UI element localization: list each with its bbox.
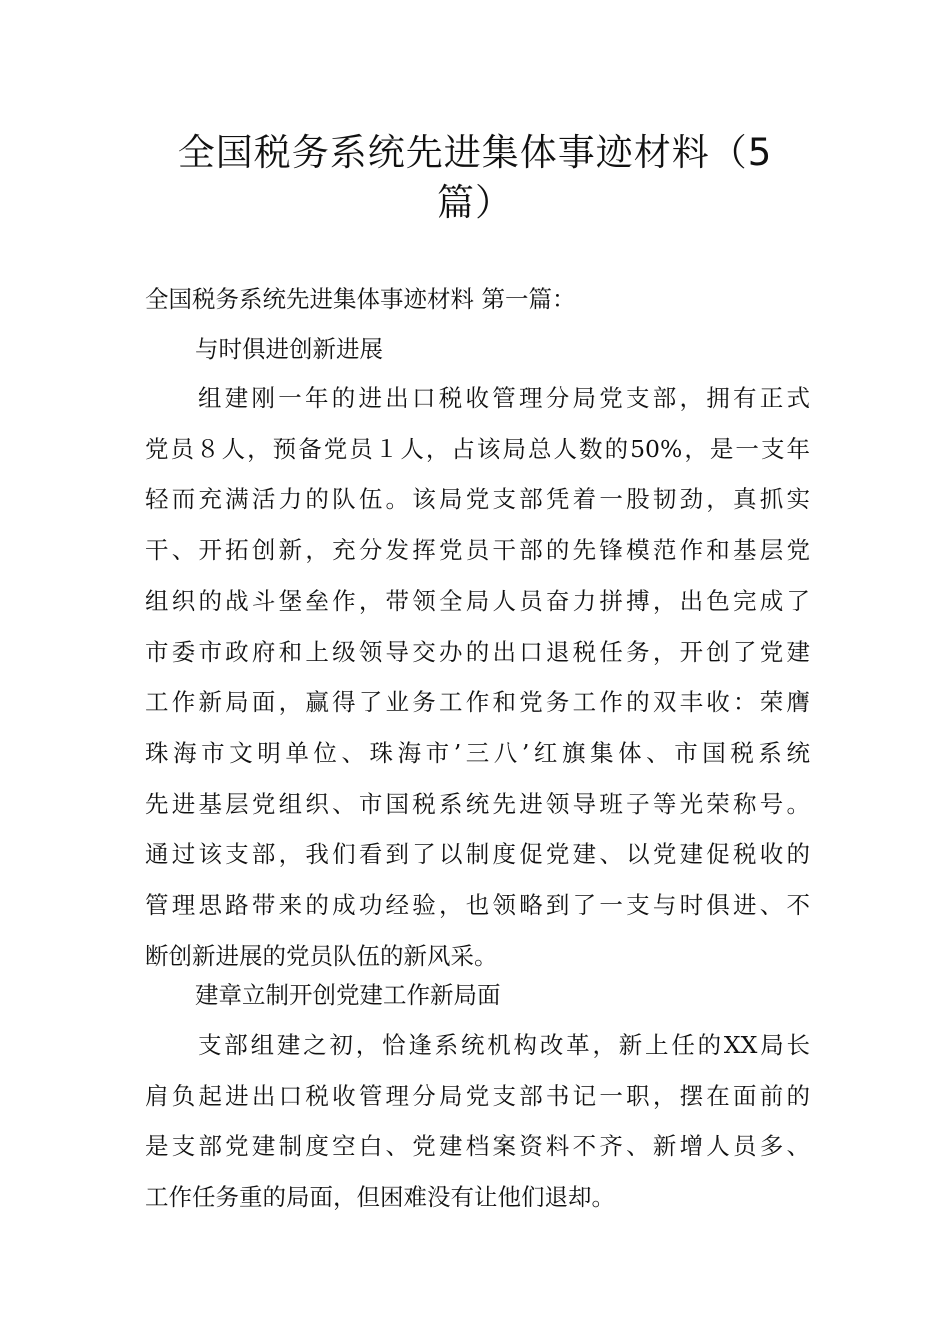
paragraph-line: 管理思路带来的成功经验，也领略到了一支与时俱进、不 [145, 891, 810, 920]
document-title [120, 128, 830, 228]
paragraph-line: 工作新局面，赢得了业务工作和党务工作的双丰收：荣膺 [145, 688, 810, 717]
paragraph-line: 先进基层党组织、市国税系统先进领导班子等光荣称号。 [145, 789, 810, 818]
paragraph-line: 肩负起进出口税收管理分局党支部书记一职，摆在面前的 [145, 1081, 810, 1110]
paragraph-line: 通过该支部，我们看到了以制度促党建、以党建促税收的 [145, 840, 810, 869]
section-2-paragraph [145, 1020, 810, 1223]
paragraph-line: 市委市政府和上级领导交办的出口退税任务，开创了党建 [145, 637, 810, 666]
section-heading-2: 建章立制开创党建工作新局面 [195, 981, 501, 1009]
paragraph-line: 干、开拓创新，充分发挥党员干部的先锋模范作和基层党 [145, 536, 810, 565]
paragraph-line: 组建刚一年的进出口税收管理分局党支部，拥有正式 [198, 384, 810, 412]
paragraph-line: 轻而充满活力的队伍。该局党支部凭着一股韧劲，真抓实 [145, 485, 810, 514]
paragraph-line: 组织的战斗堡垒作，带领全局人员奋力拼搏，出色完成了 [145, 586, 810, 615]
section-heading-1: 与时俱进创新进展 [195, 335, 383, 363]
title-line-2: 篇） [437, 181, 513, 224]
paragraph-line: 支部组建之初，恰逢系统机构改革，新上任的XX局长 [198, 1031, 810, 1059]
chapter-heading: 全国税务系统先进集体事迹材料 第一篇： [145, 285, 576, 313]
paragraph-line: 党员８人，预备党员１人，占该局总人数的50%，是一支年 [145, 434, 810, 463]
section-1-paragraph [145, 373, 810, 981]
title-line-1: 全国税务系统先进集体事迹材料（5 [177, 131, 773, 174]
paragraph-line: 珠海市文明单位、珠海市’三八’红旗集体、市国税系统 [145, 738, 810, 767]
paragraph-line: 是支部党建制度空白、党建档案资料不齐、新增人员多、 [145, 1132, 810, 1161]
paragraph-line: 工作任务重的局面，但困难没有让他们退却。 [145, 1183, 615, 1212]
paragraph-line: 断创新进展的党员队伍的新风采。 [145, 941, 498, 970]
